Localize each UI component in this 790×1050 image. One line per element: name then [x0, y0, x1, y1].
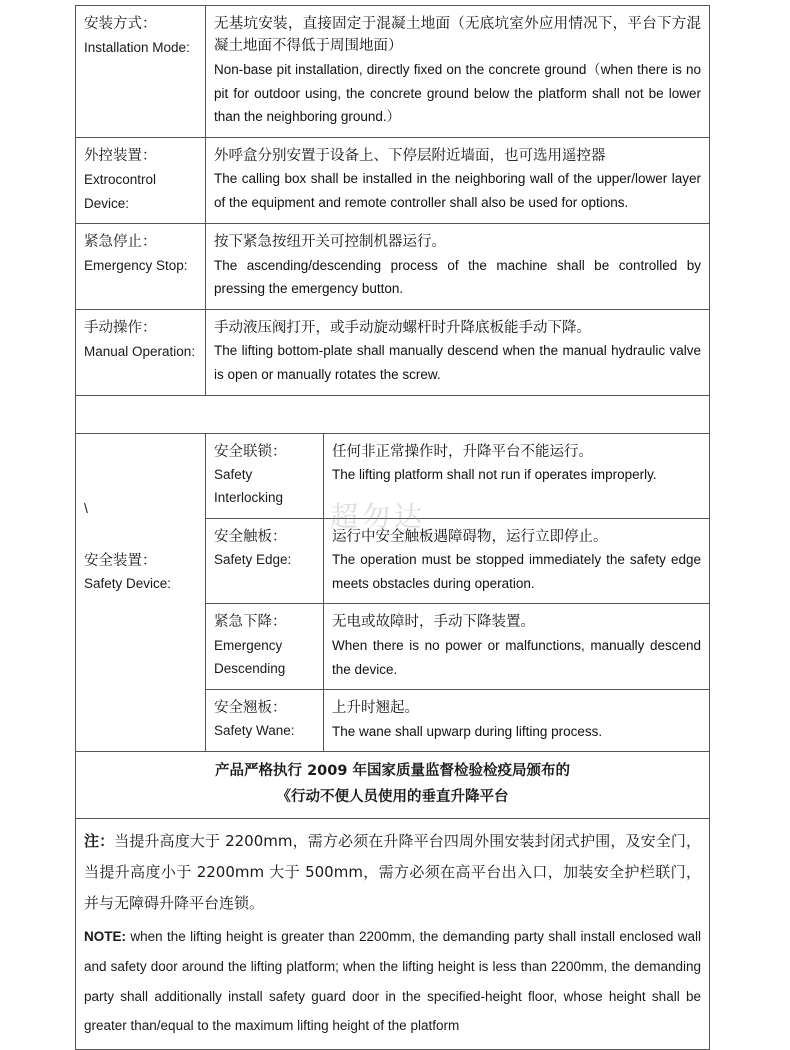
content-cn: 手动液压阀打开，或手动旋动螺杆时升降底板能手动下降。 [214, 319, 591, 336]
safety-sub-edge [206, 518, 324, 604]
content-en: The lifting bottom-plate shall manually descend when the manual hydraulic valve is open or manually rotates the screw. [214, 343, 701, 383]
spec-table-safety [75, 433, 710, 753]
label-en: Extrocontrol Device: [84, 172, 157, 211]
safety-content-edge [324, 518, 710, 604]
row-content-emergency-stop [206, 224, 710, 310]
note-english [84, 922, 701, 1041]
content-cn: 上升时翘起。 [332, 700, 419, 717]
table-row [76, 309, 710, 395]
label-cn: 外控装置： [84, 147, 157, 164]
label-cn: 紧急停止： [84, 234, 157, 251]
safety-sub-interlocking [206, 433, 324, 518]
content-en: The lifting platform shall not run if operates improperly. [332, 467, 657, 483]
safety-label-en: Safety Device: [84, 576, 172, 592]
label-en: Installation Mode: [84, 40, 190, 56]
content-cn: 按下紧急按纽开关可控制机器运行。 [214, 234, 446, 251]
label-cn: 手动操作： [84, 319, 157, 336]
row-label-safety-device [76, 433, 206, 752]
safety-sub-emergency-descending [206, 604, 324, 690]
row-content-extrocontrol [206, 137, 710, 223]
certification-cell [76, 752, 710, 819]
table-row [76, 819, 710, 1050]
safety-content-emergency-descending [324, 604, 710, 690]
sub-label-cn: 紧急下降： [214, 614, 287, 631]
note-chinese [84, 826, 701, 918]
spec-table-top [75, 5, 710, 396]
spacer-cell [76, 395, 710, 433]
spec-table-certification [75, 751, 710, 819]
safety-label-cn: 安全装置： [84, 553, 157, 570]
label-en: Emergency Stop: [84, 258, 188, 274]
row-content-installation [206, 6, 710, 138]
content-cn: 无电或故障时，手动下降装置。 [332, 614, 535, 631]
row-label-manual-operation [76, 309, 206, 395]
sub-label-en: Safety Wane: [214, 723, 295, 739]
note-en-prefix: NOTE: [84, 929, 126, 945]
safety-content-interlocking [324, 433, 710, 518]
table-row [76, 6, 710, 138]
content-cn: 任何非正常操作时，升降平台不能运行。 [332, 443, 593, 460]
sub-label-cn: 安全联锁： [214, 443, 287, 460]
sub-label-cn: 安全触板： [214, 528, 287, 545]
content-en: The operation must be stopped immediately the safety edge meets obstacles during operation. [332, 552, 701, 591]
safety-sub-wane [206, 690, 324, 752]
row-label-installation [76, 6, 206, 138]
note-cn-text: 当提升高度大于 2200mm，需方必须在升降平台四周外围安装封闭式护围，及安全门，当提升高度小于 2200mm 大于 500mm，需方必须在高平台出入口，加装安全护栏联门，并与无障碍升降平台连锁。 [84, 832, 701, 912]
content-cn: 无基坑安装，直接固定于混凝土地面（无底坑室外应用情况下，平台下方混凝土地面不得低于周围地面） [214, 16, 701, 55]
spec-table-note [75, 818, 710, 1050]
spec-table-spacer [75, 395, 710, 434]
sub-label-cn: 安全翘板： [214, 700, 287, 717]
note-cn-prefix: 注： [84, 832, 115, 851]
table-row [76, 137, 710, 223]
content-en: The calling box shall be installed in the neighboring wall of the upper/lower layer of the equipment and remote controller shall also be used for options. [214, 171, 701, 210]
document-page [75, 5, 710, 1050]
sub-label-en: Safety Interlocking [214, 466, 284, 505]
note-en-text: when the lifting height is greater than 2200mm, the demanding party shall install enclosed wall and safety door around the lifting platform; when the lifting height is less than 2200mm, the demanding party shall additionally install safety guard door in the specified-height floor, whose height shall be greater than/equal to the maximum lifting height of the platform [84, 929, 701, 1034]
safety-slash: \ [84, 499, 88, 516]
note-cell [76, 819, 710, 1050]
row-label-emergency-stop [76, 224, 206, 310]
sub-label-en: Safety Edge: [214, 551, 292, 567]
content-en: The ascending/descending process of the machine shall be controlled by pressing the emergency button. [214, 257, 701, 297]
row-label-extrocontrol [76, 137, 206, 223]
content-en: Non-base pit installation, directly fixed on the concrete ground（when there is no pit for outdoor using, the concrete ground below the platform shall not be lower than the neighboring ground.） [214, 61, 701, 125]
sub-label-en: Emergency Descending [214, 637, 286, 676]
label-en: Manual Operation: [84, 344, 196, 360]
content-en: When there is no power or malfunctions, manually descend the device. [332, 637, 701, 677]
content-cn: 外呼盒分别安置于设备上、下停层附近墙面，也可选用遥控器 [214, 147, 606, 164]
table-row [76, 224, 710, 310]
label-cn: 安装方式： [84, 16, 157, 32]
content-cn: 运行中安全触板遇障碍物，运行立即停止。 [332, 528, 608, 545]
table-row [76, 752, 710, 819]
row-content-manual-operation [206, 309, 710, 395]
content-en: The wane shall upwarp during lifting process. [332, 723, 603, 739]
certification-line-2: 《行动不便人员使用的垂直升降平台 [276, 788, 509, 805]
watermark: 超勿达 [330, 500, 427, 533]
table-spacer-row [76, 395, 710, 433]
certification-line-1: 产品严格执行 2009 年国家质量监督检验检疫局颁布的 [215, 763, 570, 780]
safety-content-wane [324, 690, 710, 752]
table-row [76, 433, 710, 518]
